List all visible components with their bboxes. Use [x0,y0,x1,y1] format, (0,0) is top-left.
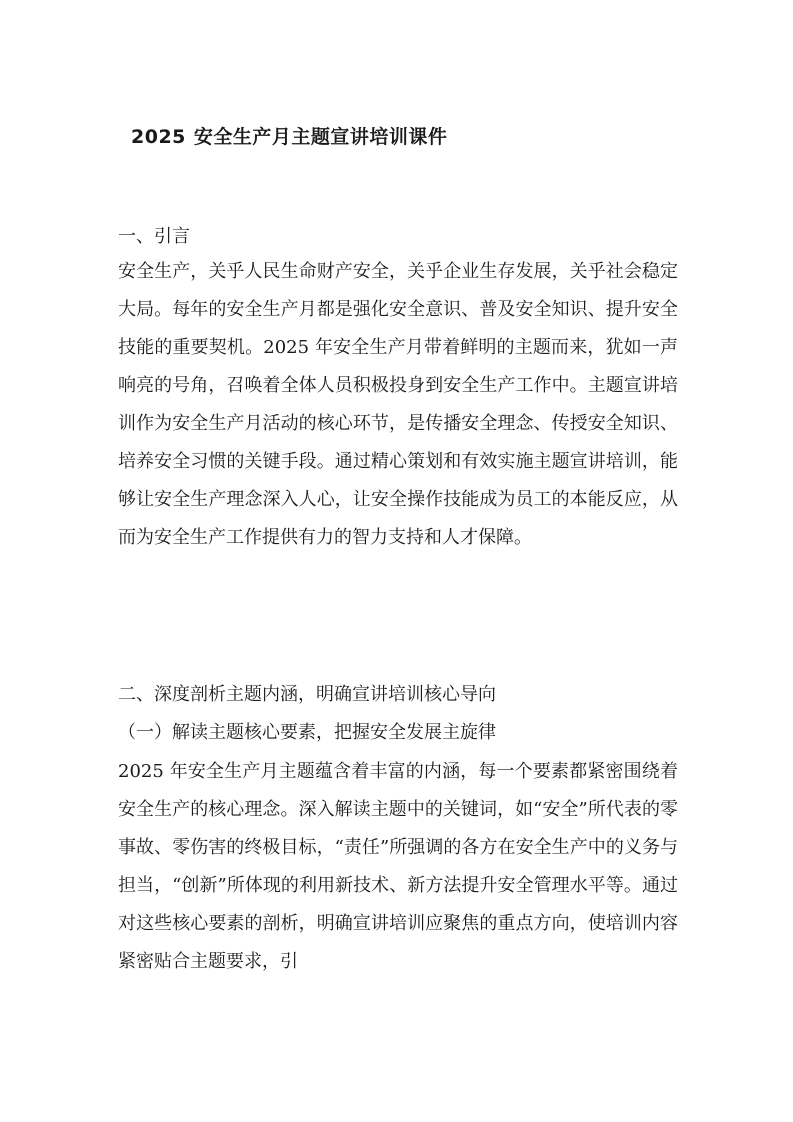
subsection-heading-core-elements: （一）解读主题核心要素，把握安全发展主旋律 [118,722,496,743]
title-text: 安全生产月主题宣讲培训课件 [193,126,448,148]
section-heading-introduction: 一、引言 [118,226,190,247]
page-title [131,122,447,149]
section-heading-theme-analysis: 二、深度剖析主题内涵，明确宣讲培训核心导向 [118,684,496,705]
section-paragraph-theme-analysis: 2025 年安全生产月主题蕴含着丰富的内涵，每一个要素都紧密围绕着安全生产的核心理念。深入解读主题中的关键词，如“安全”所代表的零事故、零伤害的终极目标，“责任”所强调的各方在安全生产中的义务与担当，“创新”所体现的利用新技术、新方法提升安全管理水平等。通过对这些核心要素的剖析，明确宣讲培训应聚焦的重点方向，使培训内容紧密贴合主题要求，引 [118,761,678,972]
title-year: 2025 [131,126,186,148]
section-paragraph-introduction: 安全生产，关乎人民生命财产安全，关乎企业生存发展，关乎社会稳定大局。每年的安全生产月都是强化安全意识、普及安全知识、提升安全技能的重要契机。2025 年安全生产月带着鲜明的主题而来，犹如一声响亮的号角，召唤着全体人员积极投身到安全生产工作中。主题宣讲培训作为安全生产月活动的核心环节，是传播安全理念、传授安全知识、培养安全习惯的关键手段。通过精心策划和有效实施主题宣讲培训，能够让安全生产理念深入人心，让安全操作技能成为员工的本能反应，从而为安全生产工作提供有力的智力支持和人才保障。 [118,261,678,548]
